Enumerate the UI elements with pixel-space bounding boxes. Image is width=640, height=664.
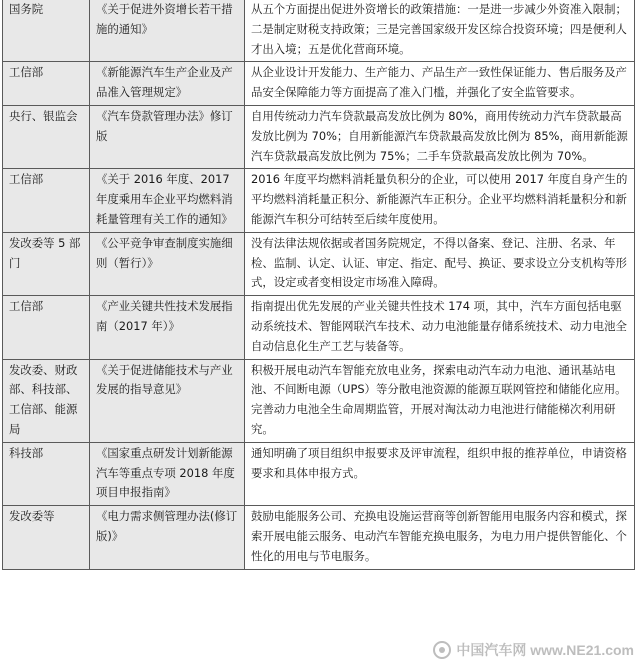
document-cell: 《电力需求侧管理办法(修订版)》 <box>90 506 245 569</box>
document-cell: 《新能源汽车生产企业及产品准入管理规定》 <box>90 62 245 106</box>
table-row <box>3 0 635 62</box>
table-row <box>3 232 635 295</box>
document-cell: 《关于 2016 年度、2017 年度乘用车企业平均燃料消耗量管理有关工作的通知》 <box>90 169 245 232</box>
content-cell: 指南提出优先发展的产业关键共性技术 174 项，其中，汽车方面包括电驱动系统技术、智能网联汽车技术、动力电池能量存储系统技术、动力电池全自动信息化生产工艺与装备等。 <box>245 296 635 359</box>
table-row <box>3 442 635 505</box>
site-logo-icon <box>432 640 452 660</box>
table-row <box>3 506 635 569</box>
table-row <box>3 359 635 442</box>
dept-cell: 工信部 <box>3 296 90 359</box>
dept-cell: 工信部 <box>3 62 90 106</box>
document-cell: 《关于促进储能技术与产业发展的指导意见》 <box>90 359 245 442</box>
table-row <box>3 169 635 232</box>
content-cell: 鼓励电能服务公司、充换电设施运营商等创新智能用电服务内容和模式，探索开展电能云服务、电动汽车智能充换电服务，为电力用户提供智能化、个性化的用电与节电服务。 <box>245 506 635 569</box>
dept-cell: 发改委、财政部、科技部、工信部、能源局 <box>3 359 90 442</box>
table-row <box>3 62 635 106</box>
content-cell: 从五个方面提出促进外资增长的政策措施：一是进一步减少外资准入限制；二是制定财税支持政策；三是完善国家级开发区综合投资环境；四是便利人才出入境；五是优化营商环境。 <box>245 0 635 62</box>
content-cell: 自用传统动力汽车贷款最高发放比例为 80%，商用传统动力汽车贷款最高发放比例为 70%；自用新能源汽车贷款最高发放比例为 85%，商用新能源汽车贷款最高发放比例为 75%；二手车贷款最高发放比例为 70%。 <box>245 105 635 168</box>
document-cell: 《汽车贷款管理办法》修订版 <box>90 105 245 168</box>
table-row <box>3 296 635 359</box>
dept-cell: 国务院 <box>3 0 90 62</box>
content-cell: 2016 年度平均燃料消耗量负积分的企业，可以使用 2017 年度自身产生的平均燃料消耗量正积分、新能源汽车正积分。企业平均燃料消耗量积分和新能源汽车积分可结转至后续年度使用。 <box>245 169 635 232</box>
site-watermark <box>432 640 634 660</box>
dept-cell: 科技部 <box>3 442 90 505</box>
dept-cell: 工信部 <box>3 169 90 232</box>
policy-table <box>2 0 635 570</box>
content-cell: 积极开展电动汽车智能充放电业务，探索电动汽车动力电池、通讯基站电池、不间断电源（UPS）等分散电池资源的能源互联网管控和储能化应用。完善动力电池全生命周期监管，开展对淘汰动力电池进行储能梯次利用研究。 <box>245 359 635 442</box>
content-cell: 从企业设计开发能力、生产能力、产品生产一致性保证能力、售后服务及产品安全保障能力等方面提高了准入门槛，并强化了安全监管要求。 <box>245 62 635 106</box>
document-cell: 《公平竞争审查制度实施细则（暂行）》 <box>90 232 245 295</box>
dept-cell: 发改委等 <box>3 506 90 569</box>
content-cell: 没有法律法规依据或者国务院规定，不得以备案、登记、注册、名录、年检、监制、认定、认证、审定、指定、配号、换证、要求设立分支机构等形式，设定或者变相设定市场准入障碍。 <box>245 232 635 295</box>
watermark-text: 中国汽车网 www.NE21.com <box>456 642 634 658</box>
dept-cell: 央行、银监会 <box>3 105 90 168</box>
content-cell: 通知明确了项目组织申报要求及评审流程，组织申报的推荐单位，申请资格要求和具体申报方式。 <box>245 442 635 505</box>
document-cell: 《产业关键共性技术发展指南（2017 年）》 <box>90 296 245 359</box>
document-cell: 《国家重点研发计划新能源汽车等重点专项 2018 年度项目申报指南》 <box>90 442 245 505</box>
document-cell: 《关于促进外资增长若干措施的通知》 <box>90 0 245 62</box>
table-row <box>3 105 635 168</box>
dept-cell: 发改委等 5 部门 <box>3 232 90 295</box>
